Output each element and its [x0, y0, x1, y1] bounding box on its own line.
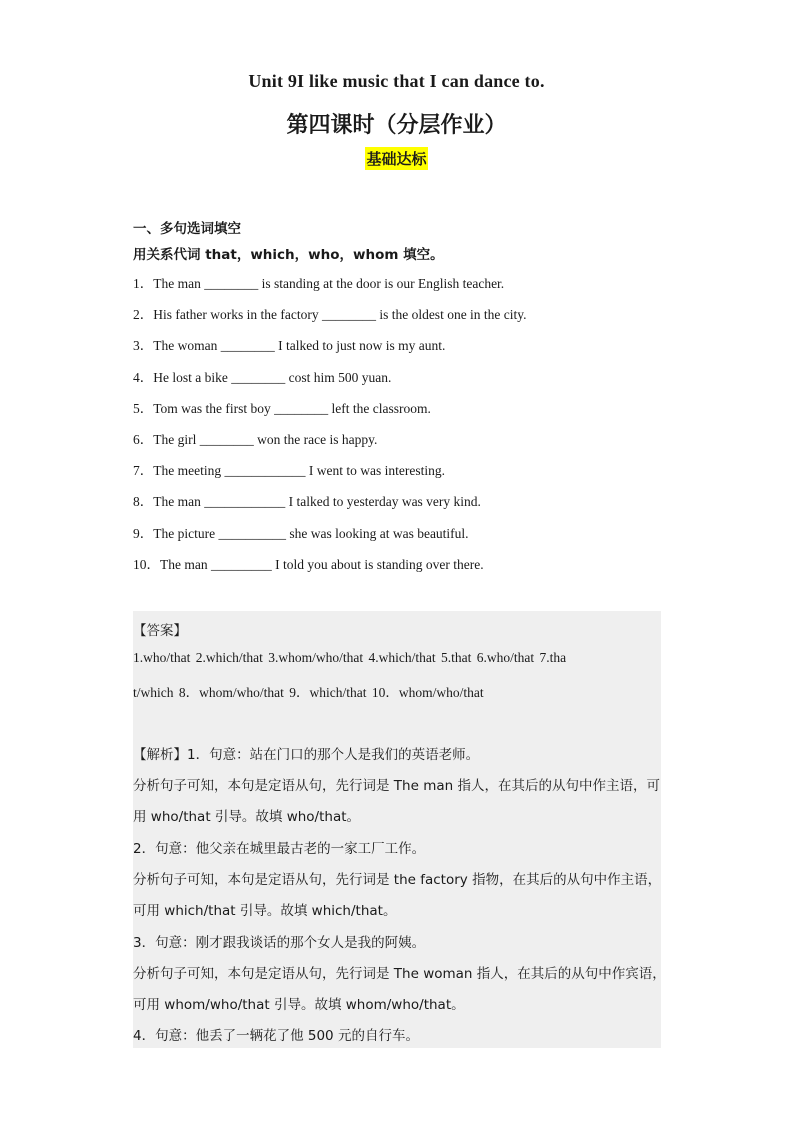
answer-line: 1.who/that 2.which/that 3.whom/who/that 4.which/that 5.that 6.who/that 7.tha: [133, 650, 567, 665]
answer-line: t/which 8．whom/who/that 9．which/that 10．whom/who/that: [133, 685, 484, 700]
analysis-line: 用 who/that 引导。故填 who/that。: [133, 809, 361, 825]
question-item: 4．He lost a bike ________ cost him 500 yuan.: [133, 369, 392, 385]
question-item: 9．The picture __________ she was looking at was beautiful.: [133, 525, 469, 541]
question-item: 5．Tom was the first boy ________ left the classroom.: [133, 400, 431, 416]
analysis-line: 2．句意：他父亲在城里最古老的一家工厂工作。: [133, 841, 426, 857]
analysis-line: 分析句子可知，本句是定语从句，先行词是 The woman 指人，在其后的从句中作宾语，: [133, 966, 666, 982]
question-item: 8．The man ____________ I talked to yesterday was very kind.: [133, 494, 481, 510]
question-item: 6．The girl ________ won the race is happy.: [133, 431, 378, 447]
unit-title: Unit 9I like music that I can dance to.: [248, 71, 545, 91]
answer-heading: 【答案】: [133, 623, 187, 639]
lesson-title: 第四课时（分层作业）: [286, 113, 507, 138]
level-badge: 基础达标: [365, 147, 427, 170]
question-item: 7．The meeting ____________ I went to was interesting.: [133, 463, 445, 479]
question-item: 2．His father works in the factory ________ is the oldest one in the city.: [133, 307, 527, 323]
question-item: 1．The man ________ is standing at the door is our English teacher.: [133, 276, 505, 291]
question-item: 10．The man _________ I told you about is standing over there.: [133, 556, 484, 572]
question-list: [133, 275, 527, 587]
analysis-line: 可用 whom/who/that 引导。故填 whom/who/that。: [133, 997, 465, 1013]
analysis-line: 分析句子可知，本句是定语从句，先行词是 The man 指人，在其后的从句中作主语，可: [133, 778, 660, 794]
analysis-line: 可用 which/that 引导。故填 which/that。: [133, 903, 397, 919]
question-item: 3．The woman ________ I talked to just now is my aunt.: [133, 338, 446, 354]
analysis-line: 3．句意：刚才跟我谈话的那个女人是我的阿姨。: [133, 935, 426, 951]
section-title: 一、多句选词填空: [133, 221, 241, 237]
analysis-line: 4．句意：他丢了一辆花了他 500 元的自行车。: [133, 1028, 419, 1044]
level-wrapper: [0, 147, 793, 170]
section-instruction: 用关系代词 that，which，who，whom 填空。: [133, 247, 444, 263]
analysis-line: 分析句子可知，本句是定语从句，先行词是 the factory 指物，在其后的从句中作主语，: [133, 872, 662, 888]
answer-box: [133, 611, 666, 1048]
analysis-line: 【解析】1．句意：站在门口的那个人是我们的英语老师。: [133, 747, 480, 763]
